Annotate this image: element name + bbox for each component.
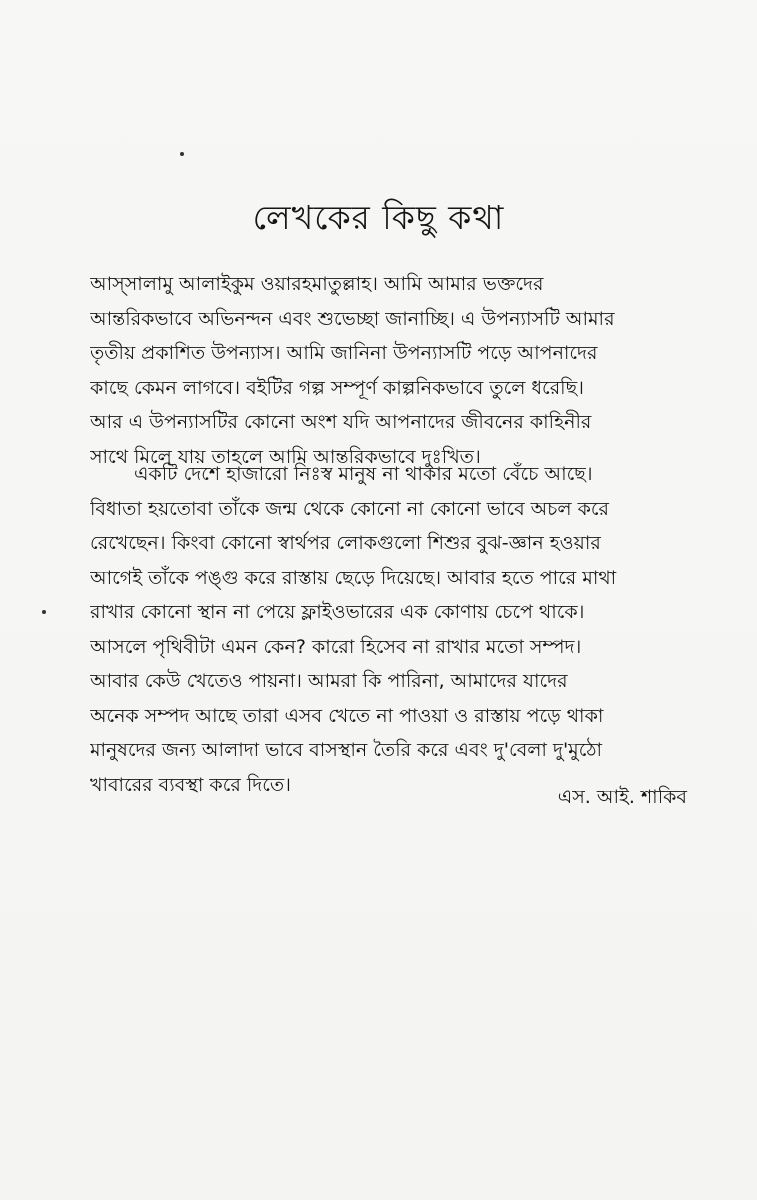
text-line: তৃতীয় প্রকাশিত উপন্যাস। আমি জানিনা উপন্যাসটি পড়ে আপনাদের <box>90 342 598 364</box>
author-signature: এস. আই. শাকিব <box>557 786 687 808</box>
text-line: আবার কেউ খেতেও পায়না। আমরা কি পারিনা, আমাদের যাদের <box>90 670 568 692</box>
paragraph-greeting <box>90 267 682 474</box>
text-line: মানুষদের জন্য আলাদা ভাবে বাসস্থান তৈরি করে এবং দু'বেলা দু'মুঠো <box>90 739 603 761</box>
text-line: আস্‌সালামু আলাইকুম ওয়ারহমাতুল্লাহ। আমি আমার ভক্তদের <box>90 273 544 295</box>
text-line: রেখেছেন। কিংবা কোনো স্বার্থপর লোকগুলো শিশুর বুঝ-জ্ঞান হওয়ার <box>90 532 601 554</box>
text-line: আসলে পৃথিবীটা এমন কেন? কারো হিসেব না রাখার মতো সম্পদ। <box>90 635 582 658</box>
text-line: খাবারের ব্যবস্থা করে দিতে। <box>90 773 291 796</box>
paper-speck <box>42 610 46 614</box>
text-line: একটি দেশে হাজারো নিঃস্ব মানুষ না থাকার মতো বেঁচে আছে। <box>134 463 593 485</box>
text-line: আন্তরিকভাবে অভিনন্দন এবং শুভেচ্ছা জানাচ্ছি। এ উপন্যাসটি আমার <box>90 307 615 330</box>
text-line: সাথে মিলে যায় তাহলে আমি আন্তরিকভাবে দুঃখিত। <box>90 445 481 468</box>
paper-speck <box>180 152 184 156</box>
text-line: কাছে কেমন লাগবে। বইটির গল্প সম্পূর্ণ কাল্পনিকভাবে তুলে ধরেছি। <box>90 376 584 399</box>
text-line: আগেই তাঁকে পঙ্গু করে রাস্তায় ছেড়ে দিয়েছে। আবার হতে পারে মাথা <box>90 566 617 589</box>
paragraph-reflection <box>90 457 682 802</box>
page-heading: লেখকের কিছু কথা <box>252 198 505 237</box>
text-line: আর এ উপন্যাসটির কোনো অংশ যদি আপনাদের জীবনের কাহিনীর <box>90 411 592 433</box>
text-line: বিধাতা হয়তোবা তাঁকে জন্ম থেকে কোনো না কোনো ভাবে অচল করে <box>90 497 609 520</box>
text-line: অনেক সম্পদ আছে তারা এসব খেতে না পাওয়া ও রাস্তায় পড়ে থাকা <box>90 704 604 727</box>
text-line: রাখার কোনো স্থান না পেয়ে ফ্লাইওভারের এক কোণায় চেপে থাকে। <box>90 601 585 623</box>
